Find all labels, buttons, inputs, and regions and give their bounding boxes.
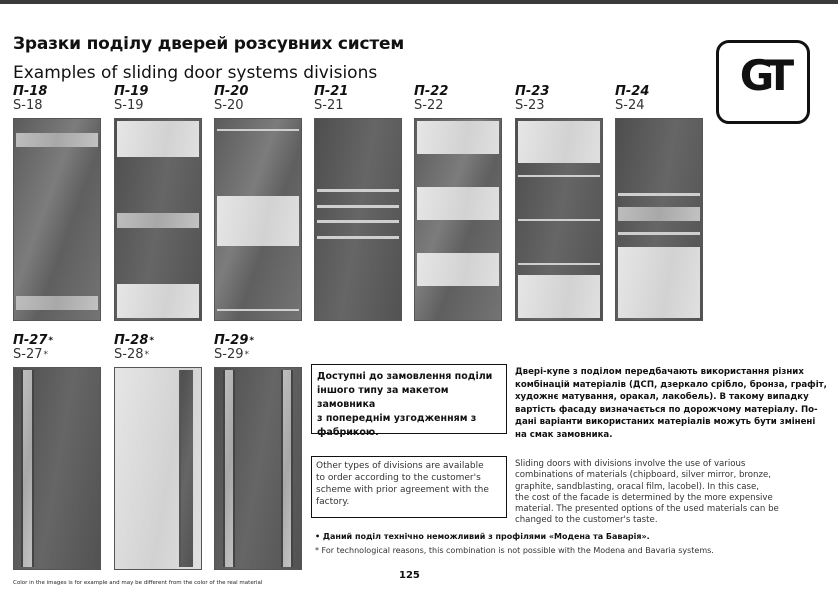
door-code-s28: [114, 334, 154, 362]
info-box-ua: [311, 364, 507, 438]
description-line: комбінацій матеріалів (ДСП, дзеркало срібло, бронза, графіт,: [515, 379, 827, 390]
door-code-en: S-29: [214, 347, 244, 362]
description-line: combinations of materials (chipboard, silver mirror, bronze,: [515, 470, 771, 481]
door-image-s23: [515, 118, 603, 321]
door-code-ua: П-21: [314, 84, 349, 99]
star-mark: *: [43, 350, 48, 360]
description-line: художнє матування, оракал, лакобель). В такому випадку: [515, 392, 809, 403]
description-line: Двері-купе з поділом передбачають використання різних: [515, 367, 804, 377]
door-code-ua: П-23: [515, 84, 550, 99]
description-line: дані варіанти використаних матеріалів можуть бути змінені: [515, 417, 816, 428]
door-code-en: S-24: [615, 98, 645, 113]
star-mark: *: [249, 336, 255, 346]
description-line: material. The presented options of the used materials can be: [515, 504, 779, 515]
note-en: * For technological reasons, this combination is not possible with the Modena and Bavaria systems.: [315, 546, 714, 555]
page-number: 125: [399, 570, 420, 581]
door-image-s27: [13, 367, 101, 570]
door-code-en: S-18: [13, 98, 43, 113]
door-code-ua: П-29: [214, 333, 249, 348]
door-image-s19: [114, 118, 202, 321]
star-mark: *: [48, 336, 54, 346]
info-box-en: [311, 456, 507, 518]
door-code-en: S-22: [414, 98, 444, 113]
door-image-s28: [114, 367, 202, 570]
door-code-s23: [515, 85, 549, 113]
page-title-en: Examples of sliding door systems divisions: [13, 63, 378, 83]
door-code-en: S-23: [515, 98, 545, 113]
description-en: [515, 459, 779, 527]
note-ua: • Даний поділ технічно неможливий з профілями «Модена та Баварія».: [315, 532, 650, 541]
description-line: graphite, sandblasting, oracal film, lacobel). In this case,: [515, 481, 760, 492]
door-code-en: S-27: [13, 347, 43, 362]
info-line: scheme with prior agreement with the: [316, 485, 489, 495]
door-code-ua: П-24: [615, 84, 650, 99]
door-code-en: S-19: [114, 98, 144, 113]
info-line: Доступні до замовлення поділи: [317, 371, 493, 382]
star-mark: *: [149, 336, 155, 346]
door-image-s21: [314, 118, 402, 321]
door-code-s27: [13, 334, 53, 362]
door-code-ua: П-18: [13, 84, 48, 99]
info-line: з попереднім узгодженням з: [317, 413, 477, 424]
description-line: Sliding doors with divisions involve the use of various: [515, 459, 746, 469]
logo-text: GT: [739, 51, 787, 100]
description-line: the cost of the facade is determined by the more expensive: [515, 492, 773, 503]
door-code-s22: [414, 85, 448, 113]
door-code-ua: П-19: [114, 84, 149, 99]
door-image-s24: [615, 118, 703, 321]
door-code-ua: П-27: [13, 333, 48, 348]
door-image-s22: [414, 118, 502, 321]
info-line: Other types of divisions are available: [316, 461, 484, 471]
color-disclaimer: Color in the images is for example and may be different from the color of the real material: [13, 580, 263, 586]
star-mark: *: [244, 350, 249, 360]
info-line: фабрикою.: [317, 427, 379, 438]
door-code-s24: [615, 85, 649, 113]
door-code-s29: [214, 334, 254, 362]
star-mark: *: [144, 350, 149, 360]
door-image-s18: [13, 118, 101, 321]
description-line: вартість фасаду визначається по дорожчому матеріалу. По-: [515, 404, 818, 415]
door-image-s29: [214, 367, 302, 570]
description-ua: [515, 366, 827, 442]
door-code-s20: [214, 85, 248, 113]
description-line: changed to the customer's taste.: [515, 515, 658, 526]
door-code-s21: [314, 85, 348, 113]
info-line: factory.: [316, 497, 350, 507]
door-code-ua: П-20: [214, 84, 249, 99]
page-title-ua: Зразки поділу дверей розсувних систем: [13, 34, 405, 54]
top-border: [0, 0, 838, 4]
door-code-ua: П-22: [414, 84, 449, 99]
info-line: іншого типу за макетом замовника: [317, 385, 449, 410]
door-code-en: S-20: [214, 98, 244, 113]
door-code-en: S-21: [314, 98, 344, 113]
door-code-s19: [114, 85, 148, 113]
description-line: на смак замовника.: [515, 429, 613, 440]
brand-logo: [716, 40, 810, 124]
door-image-s20: [214, 118, 302, 321]
door-code-ua: П-28: [114, 333, 149, 348]
door-code-s18: [13, 85, 47, 113]
door-code-en: S-28: [114, 347, 144, 362]
info-line: to order according to the customer's: [316, 473, 481, 483]
